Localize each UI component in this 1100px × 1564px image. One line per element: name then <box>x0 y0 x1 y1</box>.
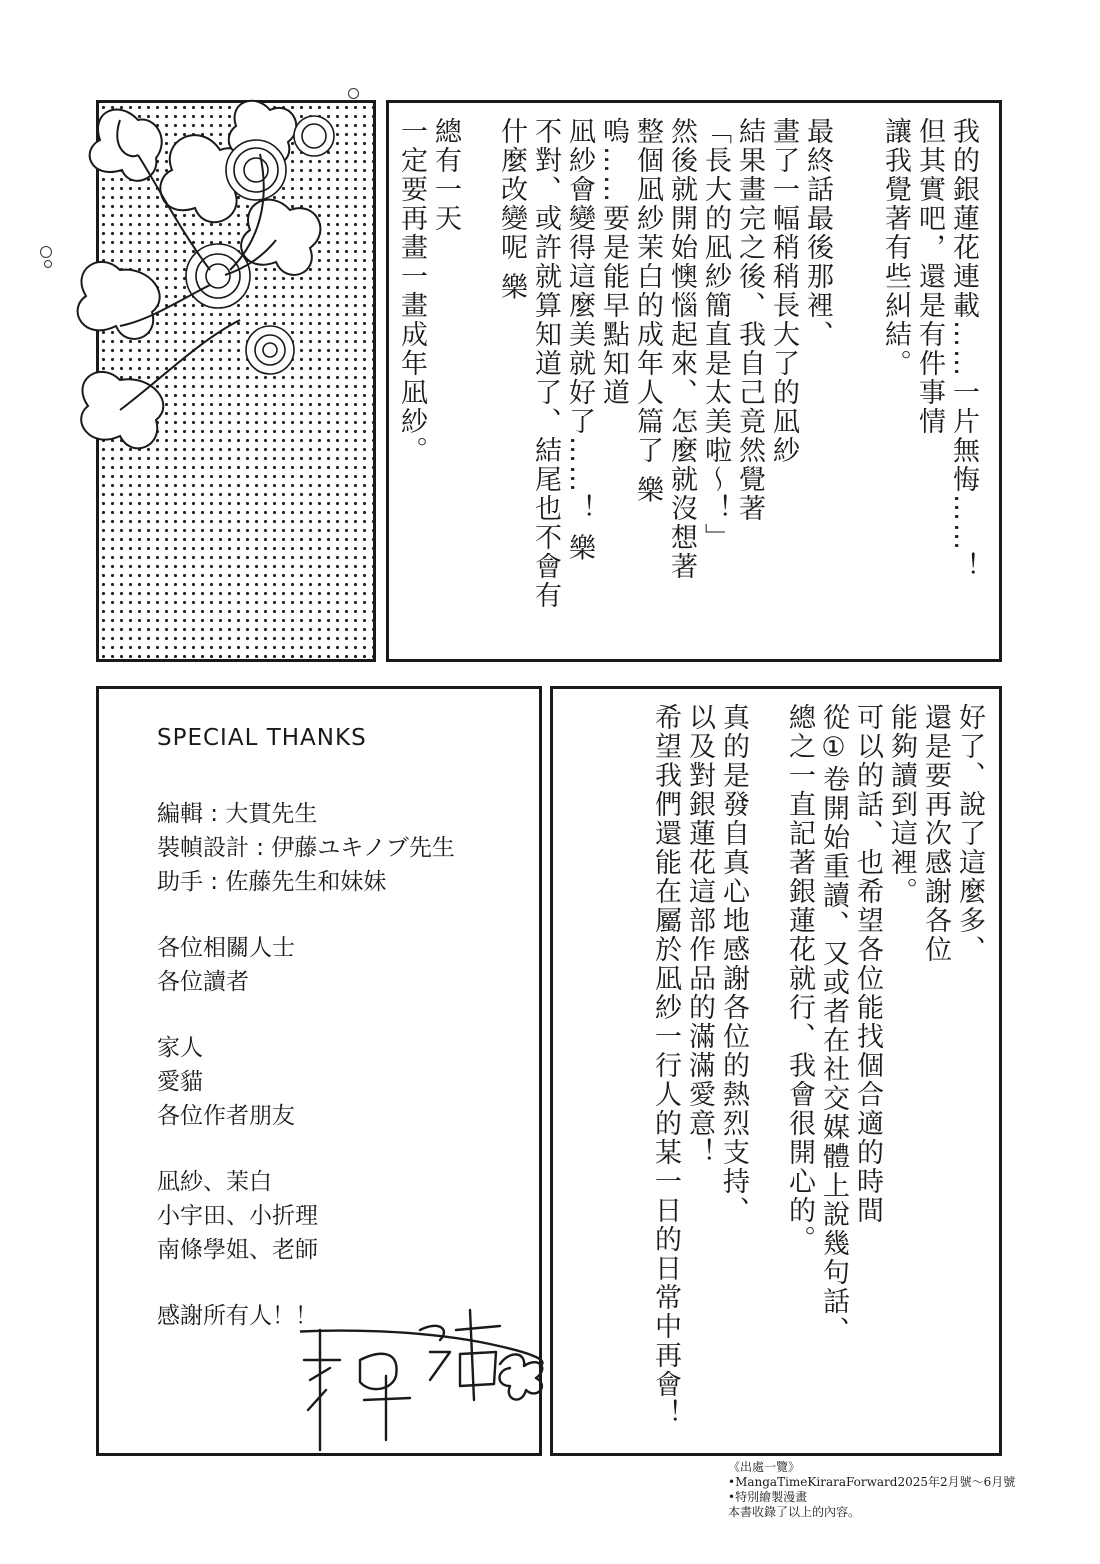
afterword-panel-top <box>386 100 1002 662</box>
text-column: 還是要再次感謝各位 <box>920 703 951 964</box>
text-column: 一定要再畫一畫成年凪紗。 <box>396 117 427 465</box>
text-column: 我的銀蓮花連載……一片無悔……！ <box>948 117 979 581</box>
thanks-line: 各位相關人士 <box>157 935 295 961</box>
thanks-line: 編輯 : 大貫先生 <box>157 801 318 827</box>
source-notes-item: •特別繪製漫畫 <box>728 1490 808 1504</box>
thanks-line: 感謝所有人！！ <box>157 1303 318 1329</box>
text-column: 以及對銀蓮花這部作品的滿滿愛意！ <box>684 703 715 1167</box>
text-column: 最終話最後那裡、 <box>802 117 833 349</box>
thanks-line: 凪紗、茉白 <box>157 1169 272 1195</box>
thanks-line: 裝幀設計 : 伊藤ユキノブ先生 <box>157 835 455 861</box>
thanks-line: 愛貓 <box>157 1069 203 1095</box>
text-column: 「長大的凪紗簡直是太美啦〜！」 <box>700 117 731 552</box>
text-column: 從①卷開始重讀、又或者在社交媒體上說幾句話、 <box>818 703 849 1345</box>
thanks-line: 小宇田、小折理 <box>157 1203 318 1229</box>
text-column: 整個凪紗茉白的成年人篇了 樂 <box>632 117 663 505</box>
author-signature <box>300 1290 560 1460</box>
source-notes-item: •MangaTimeKiraraForward2025年2月號〜6月號 <box>728 1475 1016 1489</box>
thanks-line: 助手 : 佐藤先生和妹妹 <box>157 869 387 895</box>
text-column: 畫了一幅稍稍長大了的凪紗 <box>768 117 799 465</box>
special-thanks-title: SPECIAL THANKS <box>157 725 367 751</box>
thanks-line: 各位作者朋友 <box>157 1103 295 1129</box>
text-column: 總之一直記著銀蓮花就行、我會很開心的。 <box>784 703 815 1254</box>
source-notes-heading: 《出處一覽》 <box>728 1460 801 1474</box>
afterword-panel-bottom <box>550 686 1002 1456</box>
thanks-line: 家人 <box>157 1035 203 1061</box>
source-notes-item: 本書收錄了以上的內容。 <box>728 1505 861 1519</box>
text-column: 可以的話、也希望各位能找個合適的時間 <box>852 703 883 1225</box>
thanks-line: 各位讀者 <box>157 969 249 995</box>
text-column: 真的是發自真心地感謝各位的熱烈支持、 <box>718 703 749 1225</box>
text-column: 希望我們還能在屬於凪紗一行人的某一日的日常中再會！ <box>650 703 681 1428</box>
text-column: 結果畫完之後、我自己竟然覺著 <box>734 117 765 523</box>
text-column: 讓我覺著有些糾結。 <box>880 117 911 378</box>
text-column: 不對、或許就算知道了、結尾也不會有 <box>530 117 561 610</box>
text-column: 總有一天 <box>430 117 461 233</box>
text-column: 凪紗會變得這麼美就好了……！ 樂 <box>564 117 595 563</box>
text-column: 什麼改變呢 樂 <box>496 117 527 302</box>
text-column: 能夠讀到這裡。 <box>886 703 917 906</box>
decor-bubble <box>44 260 52 268</box>
text-column: 嗚……要是能早點知道 <box>598 117 629 407</box>
text-column: 好了、說了這麼多、 <box>954 703 985 964</box>
text-column: 然後就開始懊惱起來、怎麼就沒想著 <box>666 117 697 581</box>
source-notes <box>728 1460 1015 1520</box>
thanks-line: 南條學姐、老師 <box>157 1237 318 1263</box>
decor-bubble <box>40 246 52 258</box>
text-column: 但其實吧，還是有件事情 <box>914 117 945 436</box>
